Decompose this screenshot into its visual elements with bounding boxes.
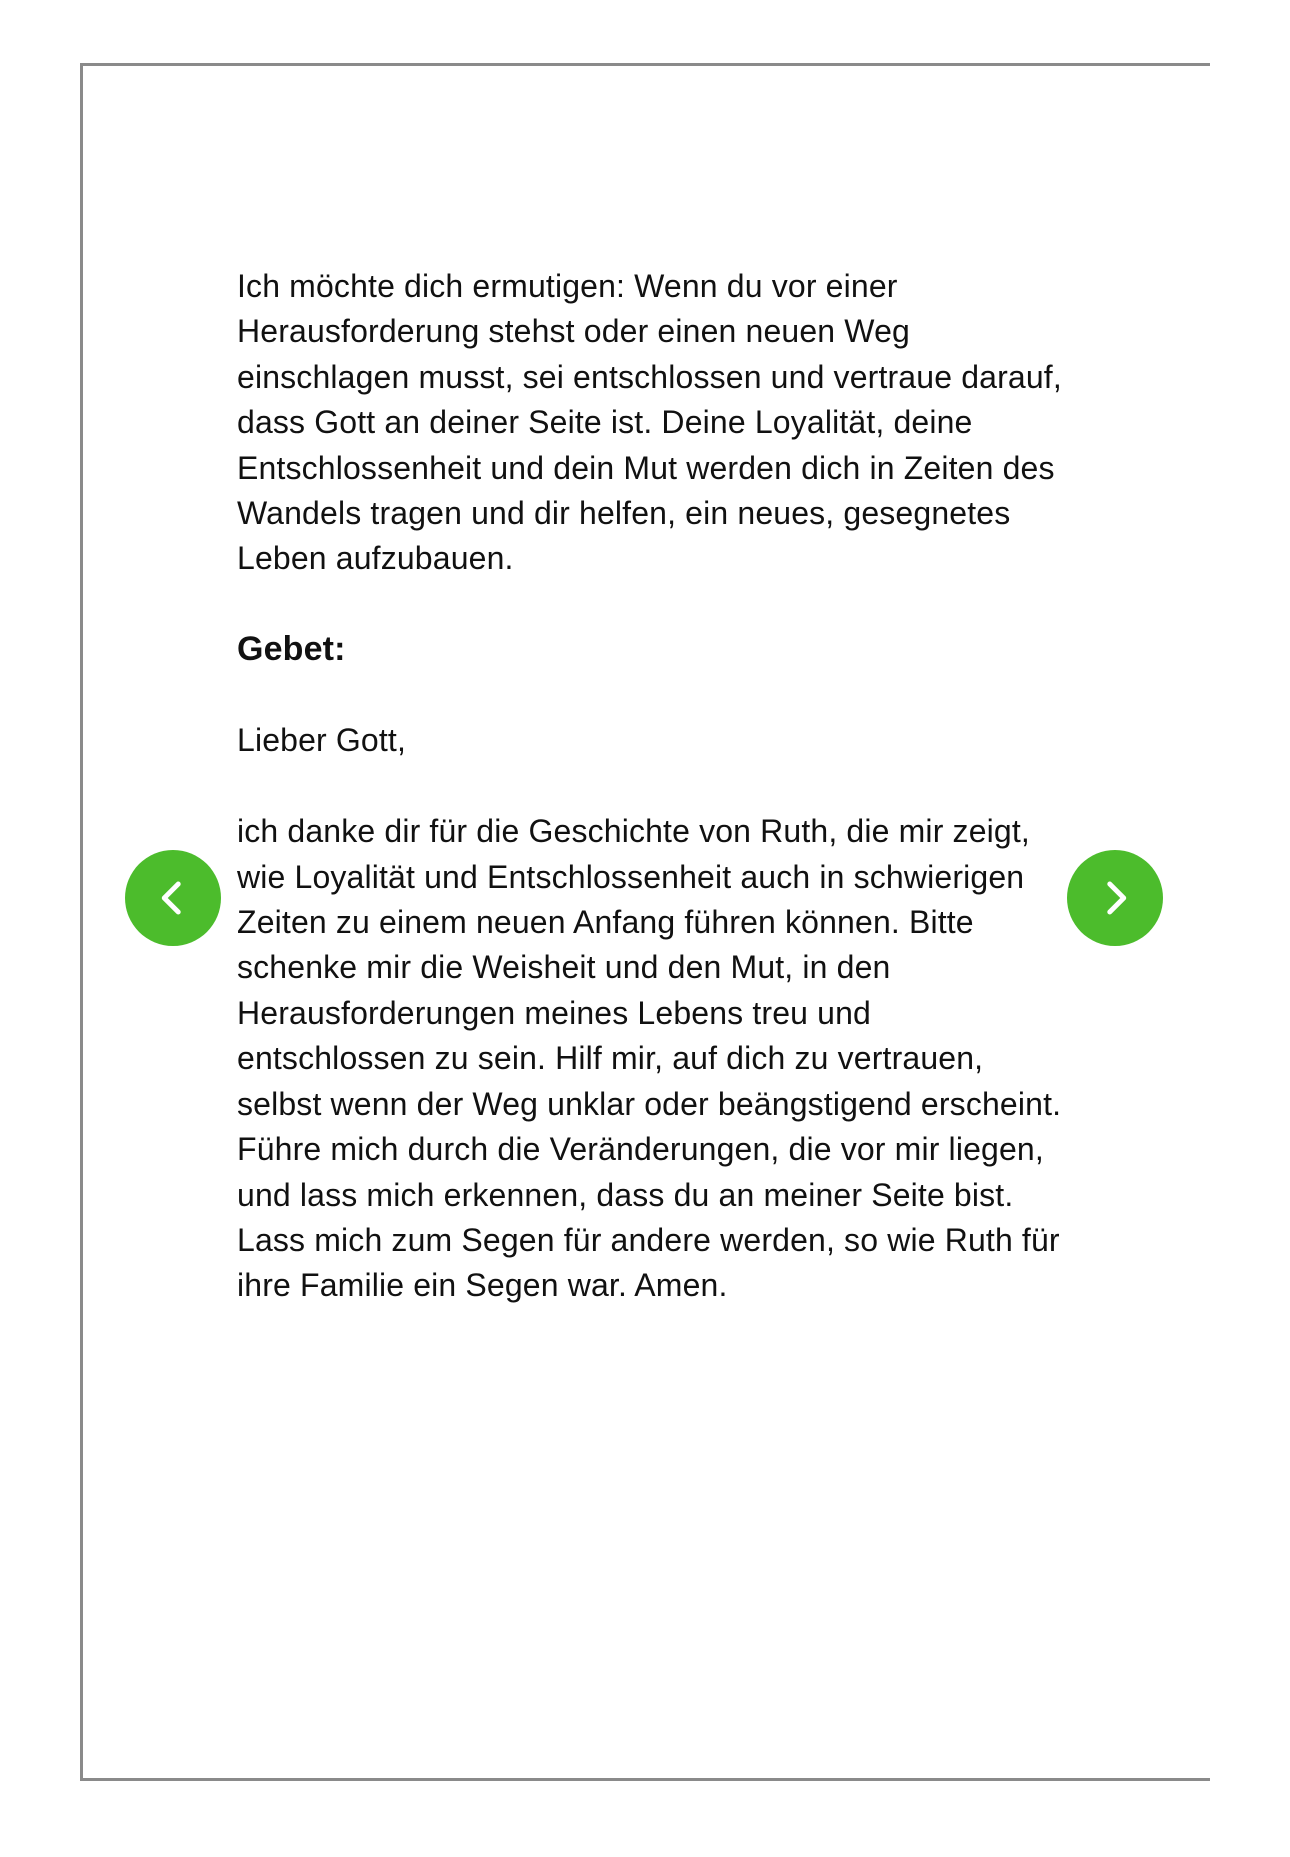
prayer-heading: Gebet: xyxy=(237,629,346,668)
prayer-paragraph: ich danke dir für die Geschichte von Ruth, die mir zeigt, wie Loyalität und Entschlossenheit auch in schwierigen Zeiten zu einem neuen Anfang führen können. Bitte schenke mir die Weisheit und den Mut, in den Herausforderungen meines Lebens treu und entschlossen zu sein. Hilf mir, auf dich zu vertrauen, selbst wenn der Weg unklar oder beängstigend erscheint. Führe mich durch die Veränderungen, die vor mir liegen, und lass mich erkennen, dass du an meiner Seite bist. Lass mich zum Segen für andere werden, so wie Ruth für ihre Familie ein Segen war. Amen. xyxy=(237,813,1062,1304)
chevron-left-icon xyxy=(152,877,194,919)
prayer-salutation: Lieber Gott, xyxy=(237,721,407,758)
next-page-button[interactable] xyxy=(1067,850,1163,946)
previous-page-button[interactable] xyxy=(125,850,221,946)
chevron-right-icon xyxy=(1094,877,1136,919)
intro-paragraph: Ich möchte dich ermutigen: Wenn du vor einer Herausforderung stehst oder einen neuen Weg einschlagen musst, sei entschlossen und vertraue darauf, dass Gott an deiner Seite ist. Deine Loyalität, deine Entschlossenheit und dein Mut werden dich in Zeiten des Wandels tragen und dir helfen, ein neues, gesegnetes Leben aufzubauen. xyxy=(237,268,1062,577)
page-content xyxy=(237,264,1067,1309)
